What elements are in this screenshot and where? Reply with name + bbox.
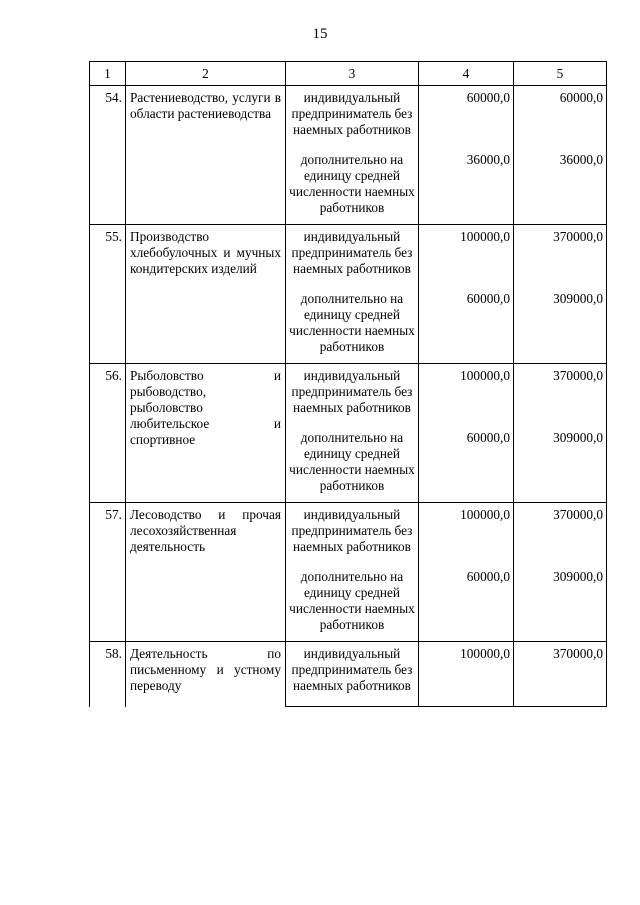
header-col-4: 4 <box>419 62 514 86</box>
table-row <box>90 364 607 417</box>
value-col-5: 370000,0 <box>514 364 607 417</box>
value-col-4: 36000,0 <box>419 152 514 216</box>
value-col-5: 309000,0 <box>514 569 607 633</box>
value-col-5: 370000,0 <box>514 225 607 278</box>
header-col-3: 3 <box>286 62 419 86</box>
category-cell: дополнительно на единицу средней численности наемных работников <box>286 291 419 355</box>
category-cell: индивидуальный предприниматель без наемных работников <box>286 86 419 139</box>
value-col-4: 100000,0 <box>419 225 514 278</box>
activity-name: Деятельность по письменному и устному переводу <box>126 642 286 707</box>
value-col-4: 60000,0 <box>419 86 514 139</box>
value-col-4: 60000,0 <box>419 569 514 633</box>
value-col-4: 60000,0 <box>419 430 514 494</box>
value-col-5: 60000,0 <box>514 86 607 139</box>
activity-name: Производство хлебобулочных и мучных кондитерских изделий <box>126 225 286 356</box>
table-row <box>90 225 607 278</box>
table-row <box>90 642 607 695</box>
activity-name: Рыболовство и рыбоводство, рыболовство любительское и спортивное <box>126 364 286 495</box>
tariff-table <box>89 61 607 707</box>
value-col-5: 309000,0 <box>514 291 607 355</box>
activity-name: Лесоводство и прочая лесохозяйственная деятельность <box>126 503 286 634</box>
value-col-4: 100000,0 <box>419 503 514 556</box>
category-cell: дополнительно на единицу средней численности наемных работников <box>286 152 419 216</box>
value-col-5: 36000,0 <box>514 152 607 216</box>
value-col-4: 100000,0 <box>419 364 514 417</box>
row-number: 56. <box>90 364 126 495</box>
table-header-row <box>90 62 607 86</box>
category-cell: индивидуальный предприниматель без наемных работников <box>286 642 419 695</box>
page-number: 15 <box>312 26 328 42</box>
value-col-5: 370000,0 <box>514 503 607 556</box>
header-col-1: 1 <box>90 62 126 86</box>
value-col-5: 309000,0 <box>514 430 607 494</box>
header-col-5: 5 <box>514 62 607 86</box>
row-number: 55. <box>90 225 126 356</box>
row-number: 57. <box>90 503 126 634</box>
row-number: 54. <box>90 86 126 217</box>
category-cell: индивидуальный предприниматель без наемных работников <box>286 503 419 556</box>
category-cell: дополнительно на единицу средней численности наемных работников <box>286 569 419 633</box>
value-col-4: 60000,0 <box>419 291 514 355</box>
activity-name: Растениеводство, услуги в области растениеводства <box>126 86 286 217</box>
value-col-5: 370000,0 <box>514 642 607 695</box>
category-cell: дополнительно на единицу средней численности наемных работников <box>286 430 419 494</box>
row-number: 58. <box>90 642 126 707</box>
category-cell: индивидуальный предприниматель без наемных работников <box>286 225 419 278</box>
category-cell: индивидуальный предприниматель без наемных работников <box>286 364 419 417</box>
table-row <box>90 503 607 556</box>
header-col-2: 2 <box>126 62 286 86</box>
table-row <box>90 86 607 139</box>
value-col-4: 100000,0 <box>419 642 514 695</box>
